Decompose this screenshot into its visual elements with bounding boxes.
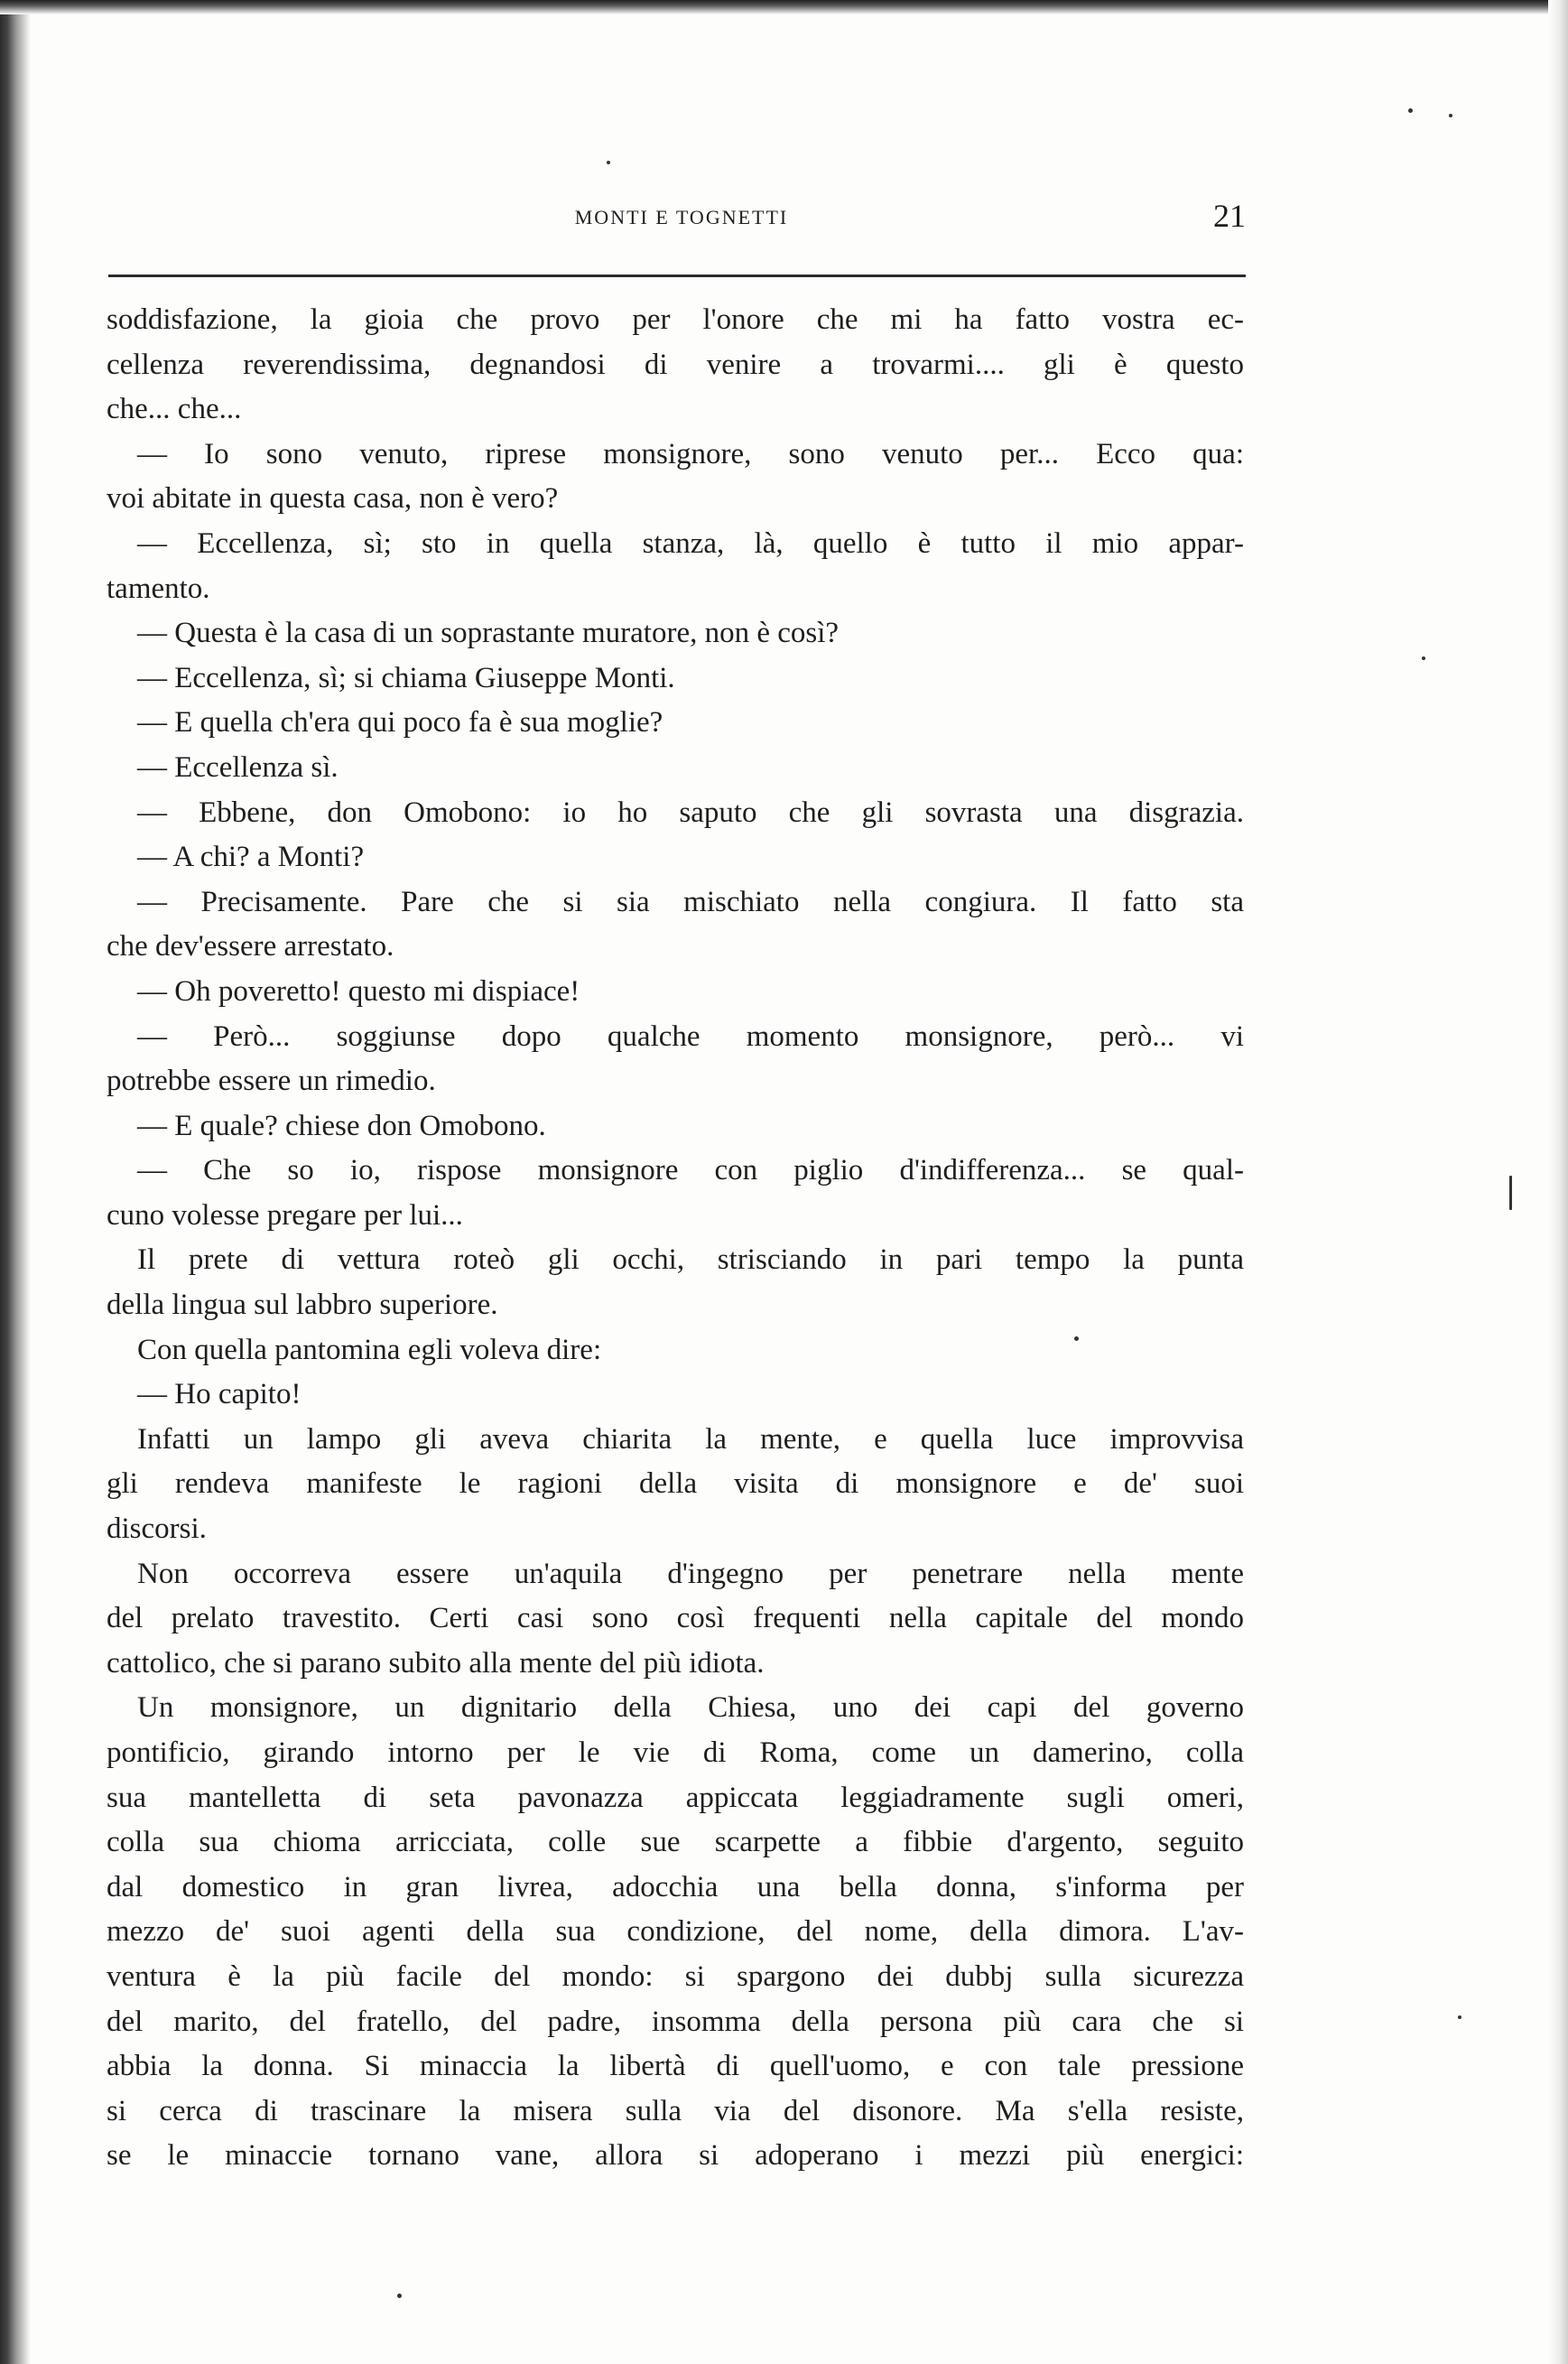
text-line: — Ho capito! xyxy=(137,1378,302,1411)
running-title: MONTI E TOGNETTI xyxy=(574,206,789,228)
text-line: ventura è la più facile del mondo: si spargono dei dubbj sulla sicurezza xyxy=(107,1959,1244,1993)
text-line: che dev'essere arrestato. xyxy=(107,930,394,963)
text-line: voi abitate in questa casa, non è vero? xyxy=(107,482,559,516)
text-line: si cerca di trascinare la misera sulla via del disonore. Ma s'ella resiste, xyxy=(107,2094,1244,2127)
text-line: sua mantelletta di seta pavonazza appiccata leggiadramente sugli omeri, xyxy=(107,1781,1244,1814)
scan-border-top xyxy=(0,0,1568,14)
scan-speck xyxy=(607,161,610,164)
text-line: — Precisamente. Pare che si sia mischiato nella congiura. Il fatto sta xyxy=(137,885,1244,918)
text-line: cattolico, che si parano subito alla mente del più idiota. xyxy=(107,1646,765,1680)
text-line: — E quale? chiese don Omobono. xyxy=(137,1109,546,1142)
text-line: abbia la donna. Si minaccia la libertà di quell'uomo, e con tale pressione xyxy=(107,2050,1244,2083)
header-rule xyxy=(108,275,1246,277)
text-line: cellenza reverendissima, degnandosi di venire a trovarmi.... gli è questo xyxy=(107,348,1244,381)
text-line: del prelato travestito. Certi casi sono così frequenti nella capitale del mondo xyxy=(107,1602,1244,1635)
scan-speck xyxy=(1074,1336,1079,1341)
text-line: Infatti un lampo gli aveva chiarita la mente, e quella luce improvvisa xyxy=(137,1422,1244,1456)
page-header xyxy=(108,197,1255,237)
text-line: della lingua sul labbro superiore. xyxy=(107,1289,498,1322)
scan-speck xyxy=(1509,1176,1512,1210)
scan-speck xyxy=(1422,656,1425,660)
text-line: pontificio, girando intorno per le vie di Roma, come un damerino, colla xyxy=(107,1736,1244,1769)
scan-border-right xyxy=(1548,0,1568,2364)
text-line: dal domestico in gran livrea, adocchia una bella donna, s'informa per xyxy=(107,1870,1244,1903)
scan-speck xyxy=(397,2294,402,2298)
text-line: del marito, del fratello, del padre, insomma della persona più cara che si xyxy=(107,2005,1244,2038)
scan-border-left xyxy=(0,0,31,2364)
text-line: — E quella ch'era qui poco fa è sua moglie? xyxy=(137,706,663,740)
text-line: Non occorreva essere un'aquila d'ingegno per penetrare nella mente xyxy=(137,1557,1244,1590)
text-line: — Io sono venuto, riprese monsignore, sono venuto per... Ecco qua: xyxy=(137,437,1244,470)
text-line: colla sua chioma arricciata, colle sue scarpette a fibbie d'argento, seguito xyxy=(107,1826,1244,1859)
text-line: Un monsignore, un dignitario della Chiesa, uno dei capi del governo xyxy=(137,1691,1244,1725)
text-line: — Però... soggiunse dopo qualche momento monsignore, però... vi xyxy=(137,1019,1244,1053)
text-line: — A chi? a Monti? xyxy=(137,841,365,874)
text-line: — Questa è la casa di un soprastante muratore, non è così? xyxy=(137,617,840,650)
text-line: gli rendeva manifeste le ragioni della visita di monsignore e de' suoi xyxy=(107,1467,1244,1501)
text-line: — Eccellenza, sì; sto in quella stanza, là, quello è tutto il mio appar- xyxy=(137,526,1244,560)
scan-speck xyxy=(1449,114,1452,117)
text-line: — Oh poveretto! questo mi dispiace! xyxy=(137,974,580,1008)
text-line: potrebbe essere un rimedio. xyxy=(107,1065,436,1098)
text-line: Con quella pantomina egli voleva dire: xyxy=(137,1333,602,1366)
text-line: cuno volesse pregare per lui... xyxy=(107,1198,463,1232)
text-line: Il prete di vettura roteò gli occhi, strisciando in pari tempo la punta xyxy=(137,1243,1244,1277)
text-line: soddisfazione, la gioia che provo per l'onore che mi ha fatto vostra ec- xyxy=(107,303,1244,336)
text-line: mezzo de' suoi agenti della sua condizione, del nome, della dimora. L'av- xyxy=(107,1915,1244,1949)
text-line: — Che so io, rispose monsignore con piglio d'indifferenza... se qual- xyxy=(137,1154,1244,1187)
text-line: — Eccellenza sì. xyxy=(137,750,339,784)
page-body xyxy=(107,298,1244,2179)
scan-speck xyxy=(1458,2015,1461,2019)
page-number: 21 xyxy=(1213,198,1246,234)
text-line: — Ebbene, don Omobono: io ho saputo che gli sovrasta una disgrazia. xyxy=(137,796,1244,829)
scan-speck xyxy=(1408,108,1413,113)
text-line: se le minaccie tornano vane, allora si adoperano i mezzi più energici: xyxy=(107,2139,1244,2173)
text-line: discorsi. xyxy=(107,1512,207,1546)
text-line: che... che... xyxy=(107,393,242,426)
text-line: tamento. xyxy=(107,572,210,605)
text-line: — Eccellenza, sì; si chiama Giuseppe Monti. xyxy=(137,661,675,694)
